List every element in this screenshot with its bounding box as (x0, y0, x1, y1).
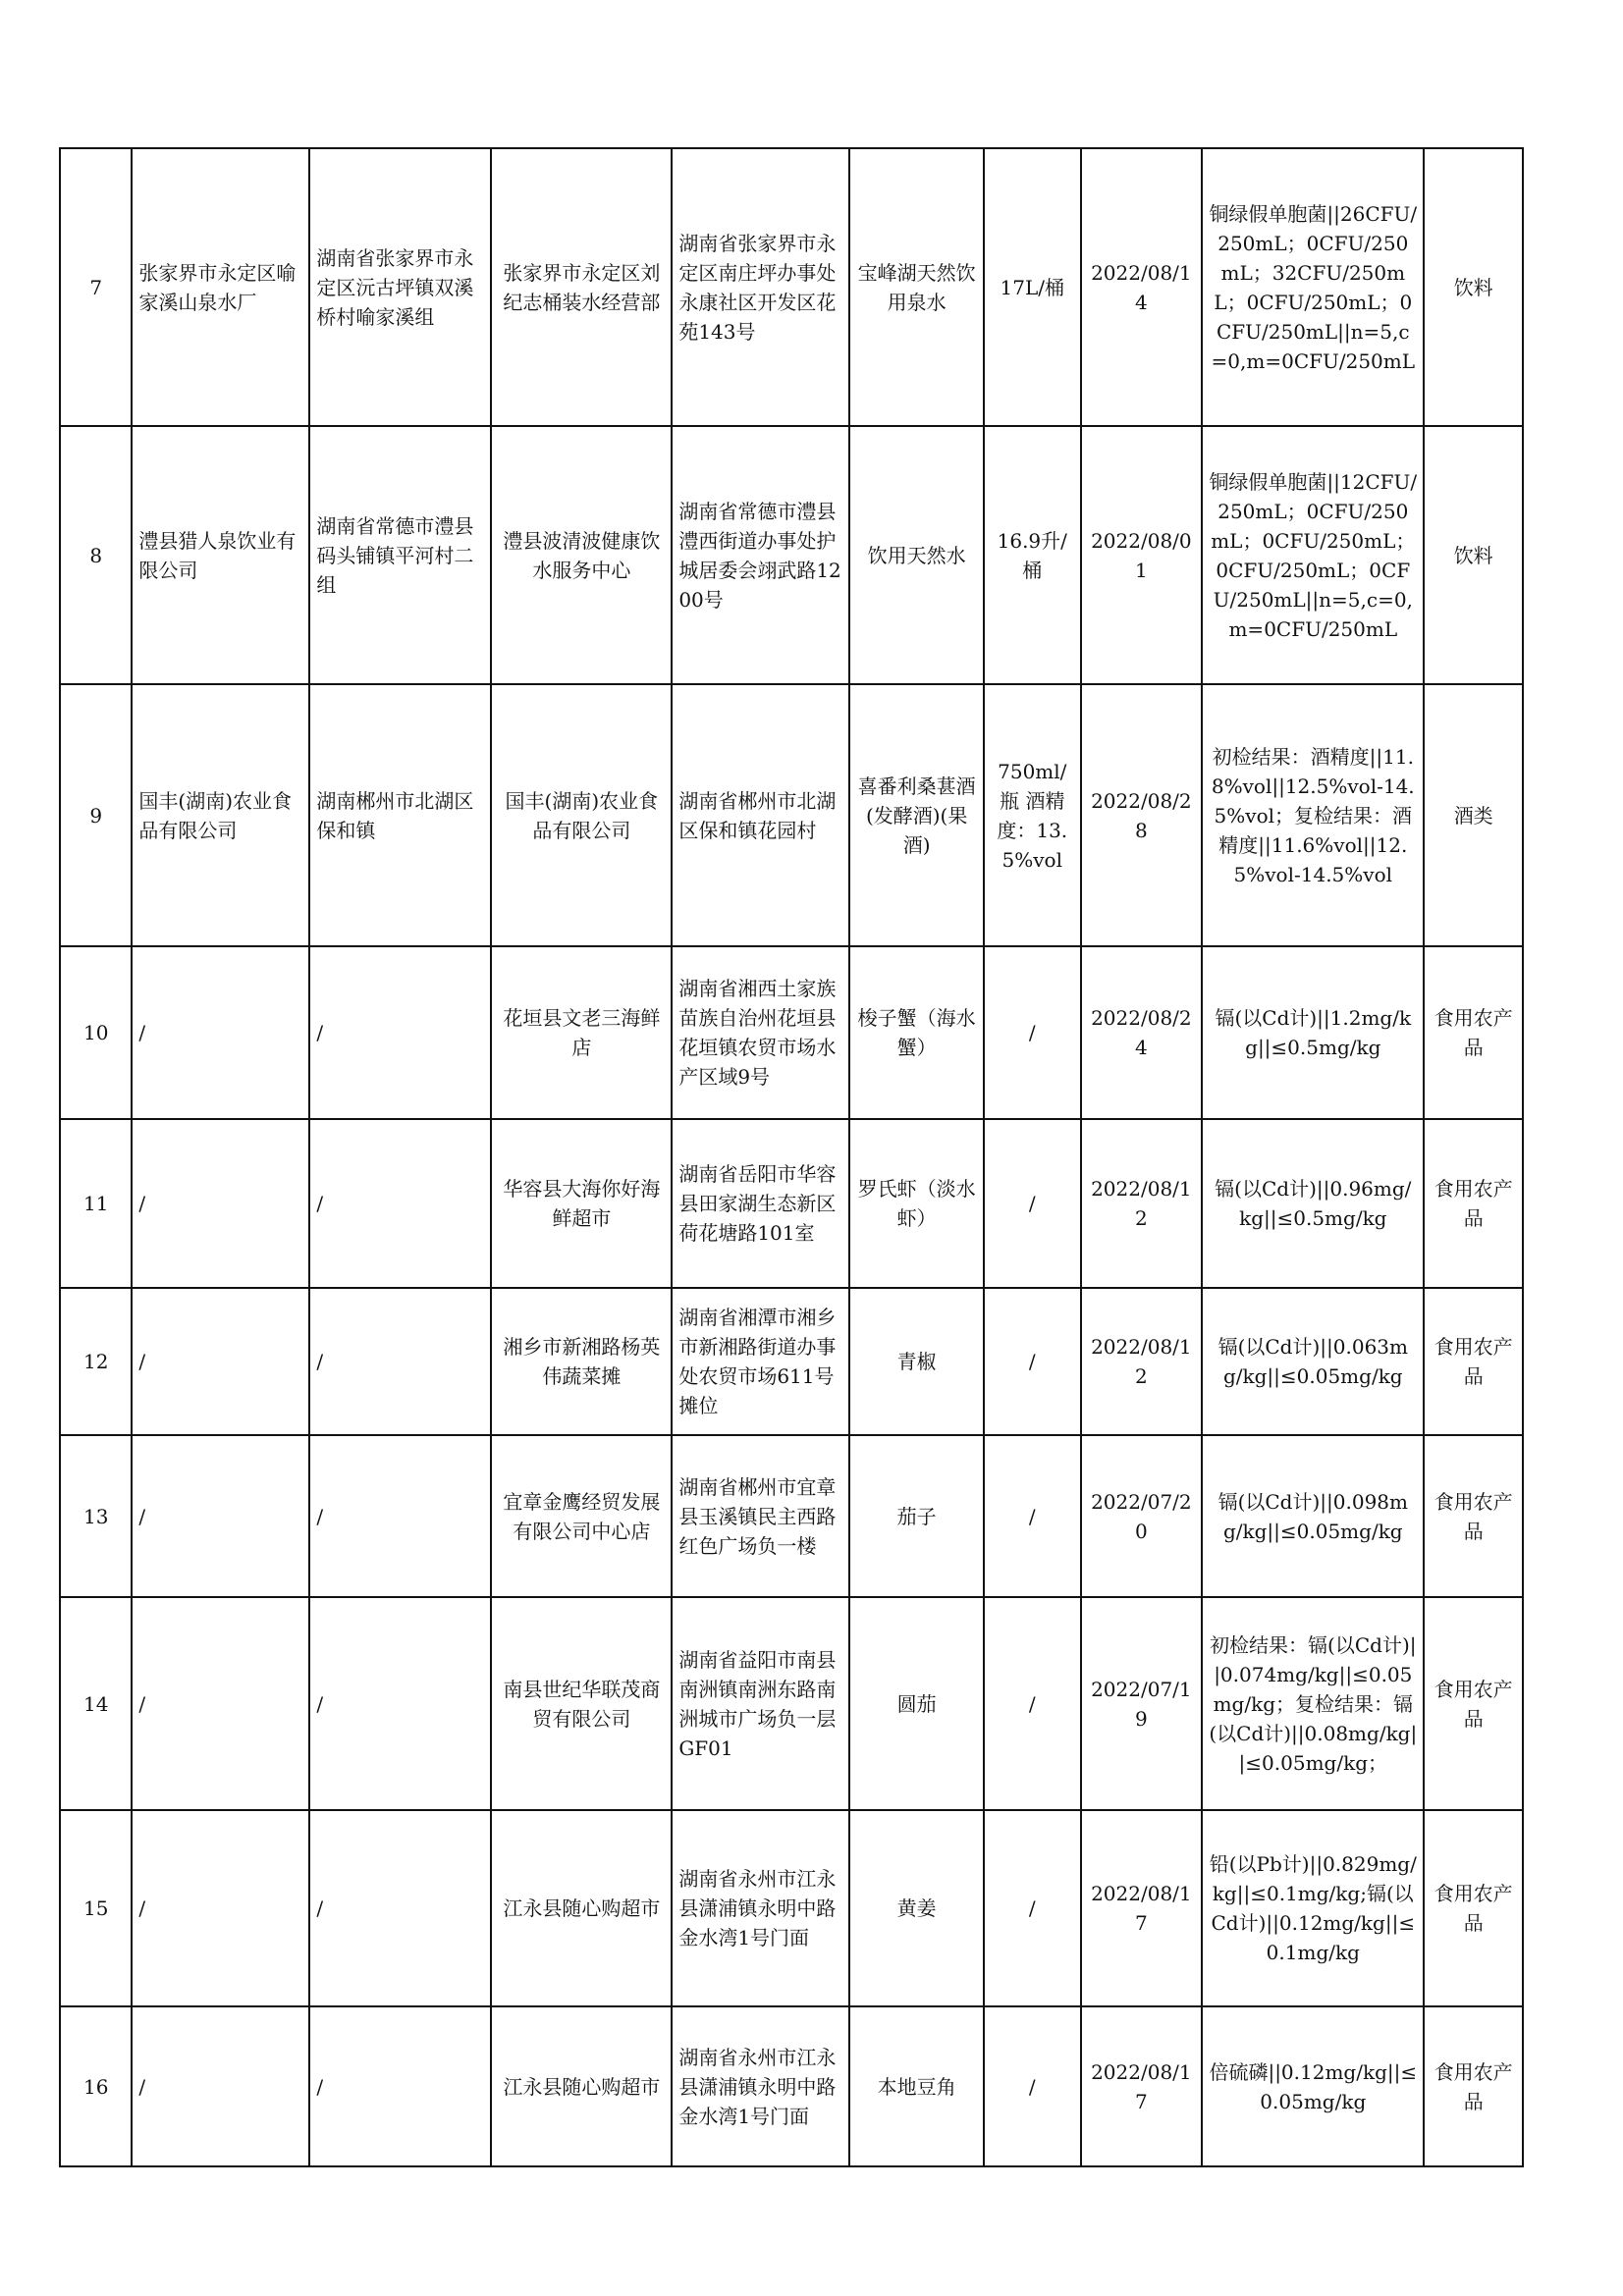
row-number: 12 (60, 1288, 132, 1435)
producer-name: / (132, 2006, 309, 2166)
table-row (60, 1288, 1523, 1435)
table-row (60, 1810, 1523, 2006)
production-date: 2022/08/12 (1081, 1288, 1203, 1435)
production-date: 2022/08/17 (1081, 2006, 1203, 2166)
category: 酒类 (1424, 684, 1523, 946)
production-date: 2022/08/24 (1081, 946, 1203, 1119)
producer-address: 湖南省张家界市永定区沅古坪镇双溪桥村喻家溪组 (309, 148, 491, 426)
seller-address: 湖南省张家界市永定区南庄坪办事处永康社区开发区花苑143号 (672, 148, 849, 426)
table-row (60, 1119, 1523, 1288)
row-number: 16 (60, 2006, 132, 2166)
row-number: 8 (60, 426, 132, 684)
table-row (60, 148, 1523, 426)
seller-name: 江永县随心购超市 (491, 1810, 672, 2006)
results-table (59, 147, 1524, 2167)
product-name: 本地豆角 (849, 2006, 984, 2166)
spec: / (984, 2006, 1081, 2166)
producer-address: / (309, 1810, 491, 2006)
category: 饮料 (1424, 426, 1523, 684)
spec: / (984, 1597, 1081, 1810)
seller-address: 湖南省郴州市北湖区保和镇花园村 (672, 684, 849, 946)
failed-item: 镉(以Cd计)||1.2mg/kg||≤0.5mg/kg (1202, 946, 1424, 1119)
product-name: 宝峰湖天然饮用泉水 (849, 148, 984, 426)
producer-address: / (309, 2006, 491, 2166)
producer-address: / (309, 1435, 491, 1597)
category: 食用农产品 (1424, 1435, 1523, 1597)
row-number: 10 (60, 946, 132, 1119)
seller-name: 华容县大海你好海鲜超市 (491, 1119, 672, 1288)
failed-item: 铅(以Pb计)||0.829mg/kg||≤0.1mg/kg;镉(以Cd计)||0.12mg/kg||≤0.1mg/kg (1202, 1810, 1424, 2006)
failed-item: 镉(以Cd计)||0.96mg/kg||≤0.5mg/kg (1202, 1119, 1424, 1288)
production-date: 2022/08/01 (1081, 426, 1203, 684)
seller-address: 湖南省湘潭市湘乡市新湘路街道办事处农贸市场611号摊位 (672, 1288, 849, 1435)
producer-name: / (132, 1288, 309, 1435)
production-date: 2022/07/19 (1081, 1597, 1203, 1810)
failed-item: 铜绿假单胞菌||12CFU/250mL；0CFU/250mL；0CFU/250mL；0CFU/250mL；0CFU/250mL||n=5,c=0,m=0CFU/250mL (1202, 426, 1424, 684)
seller-name: 张家界市永定区刘纪志桶装水经营部 (491, 148, 672, 426)
seller-address: 湖南省永州市江永县潇浦镇永明中路金水湾1号门面 (672, 1810, 849, 2006)
producer-address: / (309, 1597, 491, 1810)
spec: / (984, 946, 1081, 1119)
seller-address: 湖南省常德市澧县澧西街道办事处护城居委会翊武路1200号 (672, 426, 849, 684)
seller-address: 湖南省永州市江永县潇浦镇永明中路金水湾1号门面 (672, 2006, 849, 2166)
category: 食用农产品 (1424, 1119, 1523, 1288)
seller-address: 湖南省郴州市宜章县玉溪镇民主西路红色广场负一楼 (672, 1435, 849, 1597)
production-date: 2022/08/14 (1081, 148, 1203, 426)
table-row (60, 426, 1523, 684)
producer-address: / (309, 1288, 491, 1435)
spec: / (984, 1119, 1081, 1288)
category: 饮料 (1424, 148, 1523, 426)
producer-name: / (132, 1597, 309, 1810)
production-date: 2022/07/20 (1081, 1435, 1203, 1597)
seller-name: 国丰(湖南)农业食品有限公司 (491, 684, 672, 946)
row-number: 15 (60, 1810, 132, 2006)
row-number: 9 (60, 684, 132, 946)
producer-name: / (132, 1119, 309, 1288)
table-row (60, 684, 1523, 946)
spec: / (984, 1288, 1081, 1435)
producer-name: 澧县猎人泉饮业有限公司 (132, 426, 309, 684)
production-date: 2022/08/17 (1081, 1810, 1203, 2006)
row-number: 13 (60, 1435, 132, 1597)
seller-name: 湘乡市新湘路杨英伟蔬菜摊 (491, 1288, 672, 1435)
seller-name: 江永县随心购超市 (491, 2006, 672, 2166)
table-row (60, 946, 1523, 1119)
producer-address: / (309, 946, 491, 1119)
production-date: 2022/08/28 (1081, 684, 1203, 946)
producer-name: 张家界市永定区喻家溪山泉水厂 (132, 148, 309, 426)
failed-item: 镉(以Cd计)||0.063mg/kg||≤0.05mg/kg (1202, 1288, 1424, 1435)
row-number: 14 (60, 1597, 132, 1810)
category: 食用农产品 (1424, 2006, 1523, 2166)
seller-name: 澧县波清波健康饮水服务中心 (491, 426, 672, 684)
seller-name: 宜章金鹰经贸发展有限公司中心店 (491, 1435, 672, 1597)
producer-address: 湖南郴州市北湖区保和镇 (309, 684, 491, 946)
product-name: 茄子 (849, 1435, 984, 1597)
seller-address: 湖南省益阳市南县南洲镇南洲东路南洲城市广场负一层GF01 (672, 1597, 849, 1810)
spec: 16.9升/桶 (984, 426, 1081, 684)
table-row (60, 1597, 1523, 1810)
producer-address: / (309, 1119, 491, 1288)
spec: 17L/桶 (984, 148, 1081, 426)
producer-name: / (132, 1810, 309, 2006)
product-name: 罗氏虾（淡水虾） (849, 1119, 984, 1288)
row-number: 7 (60, 148, 132, 426)
row-number: 11 (60, 1119, 132, 1288)
failed-item: 初检结果：镉(以Cd计)||0.074mg/kg||≤0.05mg/kg；复检结果：镉(以Cd计)||0.08mg/kg||≤0.05mg/kg； (1202, 1597, 1424, 1810)
producer-name: / (132, 946, 309, 1119)
product-name: 青椒 (849, 1288, 984, 1435)
seller-address: 湖南省岳阳市华容县田家湖生态新区荷花塘路101室 (672, 1119, 849, 1288)
production-date: 2022/08/12 (1081, 1119, 1203, 1288)
table-row (60, 2006, 1523, 2166)
spec: 750ml/瓶 酒精度：13.5%vol (984, 684, 1081, 946)
product-name: 黄姜 (849, 1810, 984, 2006)
product-name: 饮用天然水 (849, 426, 984, 684)
spec: / (984, 1810, 1081, 2006)
failed-item: 铜绿假单胞菌||26CFU/250mL；0CFU/250mL；32CFU/250mL；0CFU/250mL；0CFU/250mL||n=5,c=0,m=0CFU/250mL (1202, 148, 1424, 426)
category: 食用农产品 (1424, 1288, 1523, 1435)
producer-name: 国丰(湖南)农业食品有限公司 (132, 684, 309, 946)
product-name: 喜番利桑葚酒(发酵酒)(果酒) (849, 684, 984, 946)
seller-name: 南县世纪华联茂商贸有限公司 (491, 1597, 672, 1810)
category: 食用农产品 (1424, 946, 1523, 1119)
failed-item: 初检结果：酒精度||11.8%vol||12.5%vol-14.5%vol；复检结果：酒精度||11.6%vol||12.5%vol-14.5%vol (1202, 684, 1424, 946)
table-row (60, 1435, 1523, 1597)
failed-item: 倍硫磷||0.12mg/kg||≤0.05mg/kg (1202, 2006, 1424, 2166)
seller-name: 花垣县文老三海鲜店 (491, 946, 672, 1119)
producer-address: 湖南省常德市澧县码头铺镇平河村二组 (309, 426, 491, 684)
producer-name: / (132, 1435, 309, 1597)
category: 食用农产品 (1424, 1810, 1523, 2006)
product-name: 梭子蟹（海水蟹） (849, 946, 984, 1119)
seller-address: 湖南省湘西土家族苗族自治州花垣县花垣镇农贸市场水产区域9号 (672, 946, 849, 1119)
spec: / (984, 1435, 1081, 1597)
product-name: 圆茄 (849, 1597, 984, 1810)
failed-item: 镉(以Cd计)||0.098mg/kg||≤0.05mg/kg (1202, 1435, 1424, 1597)
category: 食用农产品 (1424, 1597, 1523, 1810)
